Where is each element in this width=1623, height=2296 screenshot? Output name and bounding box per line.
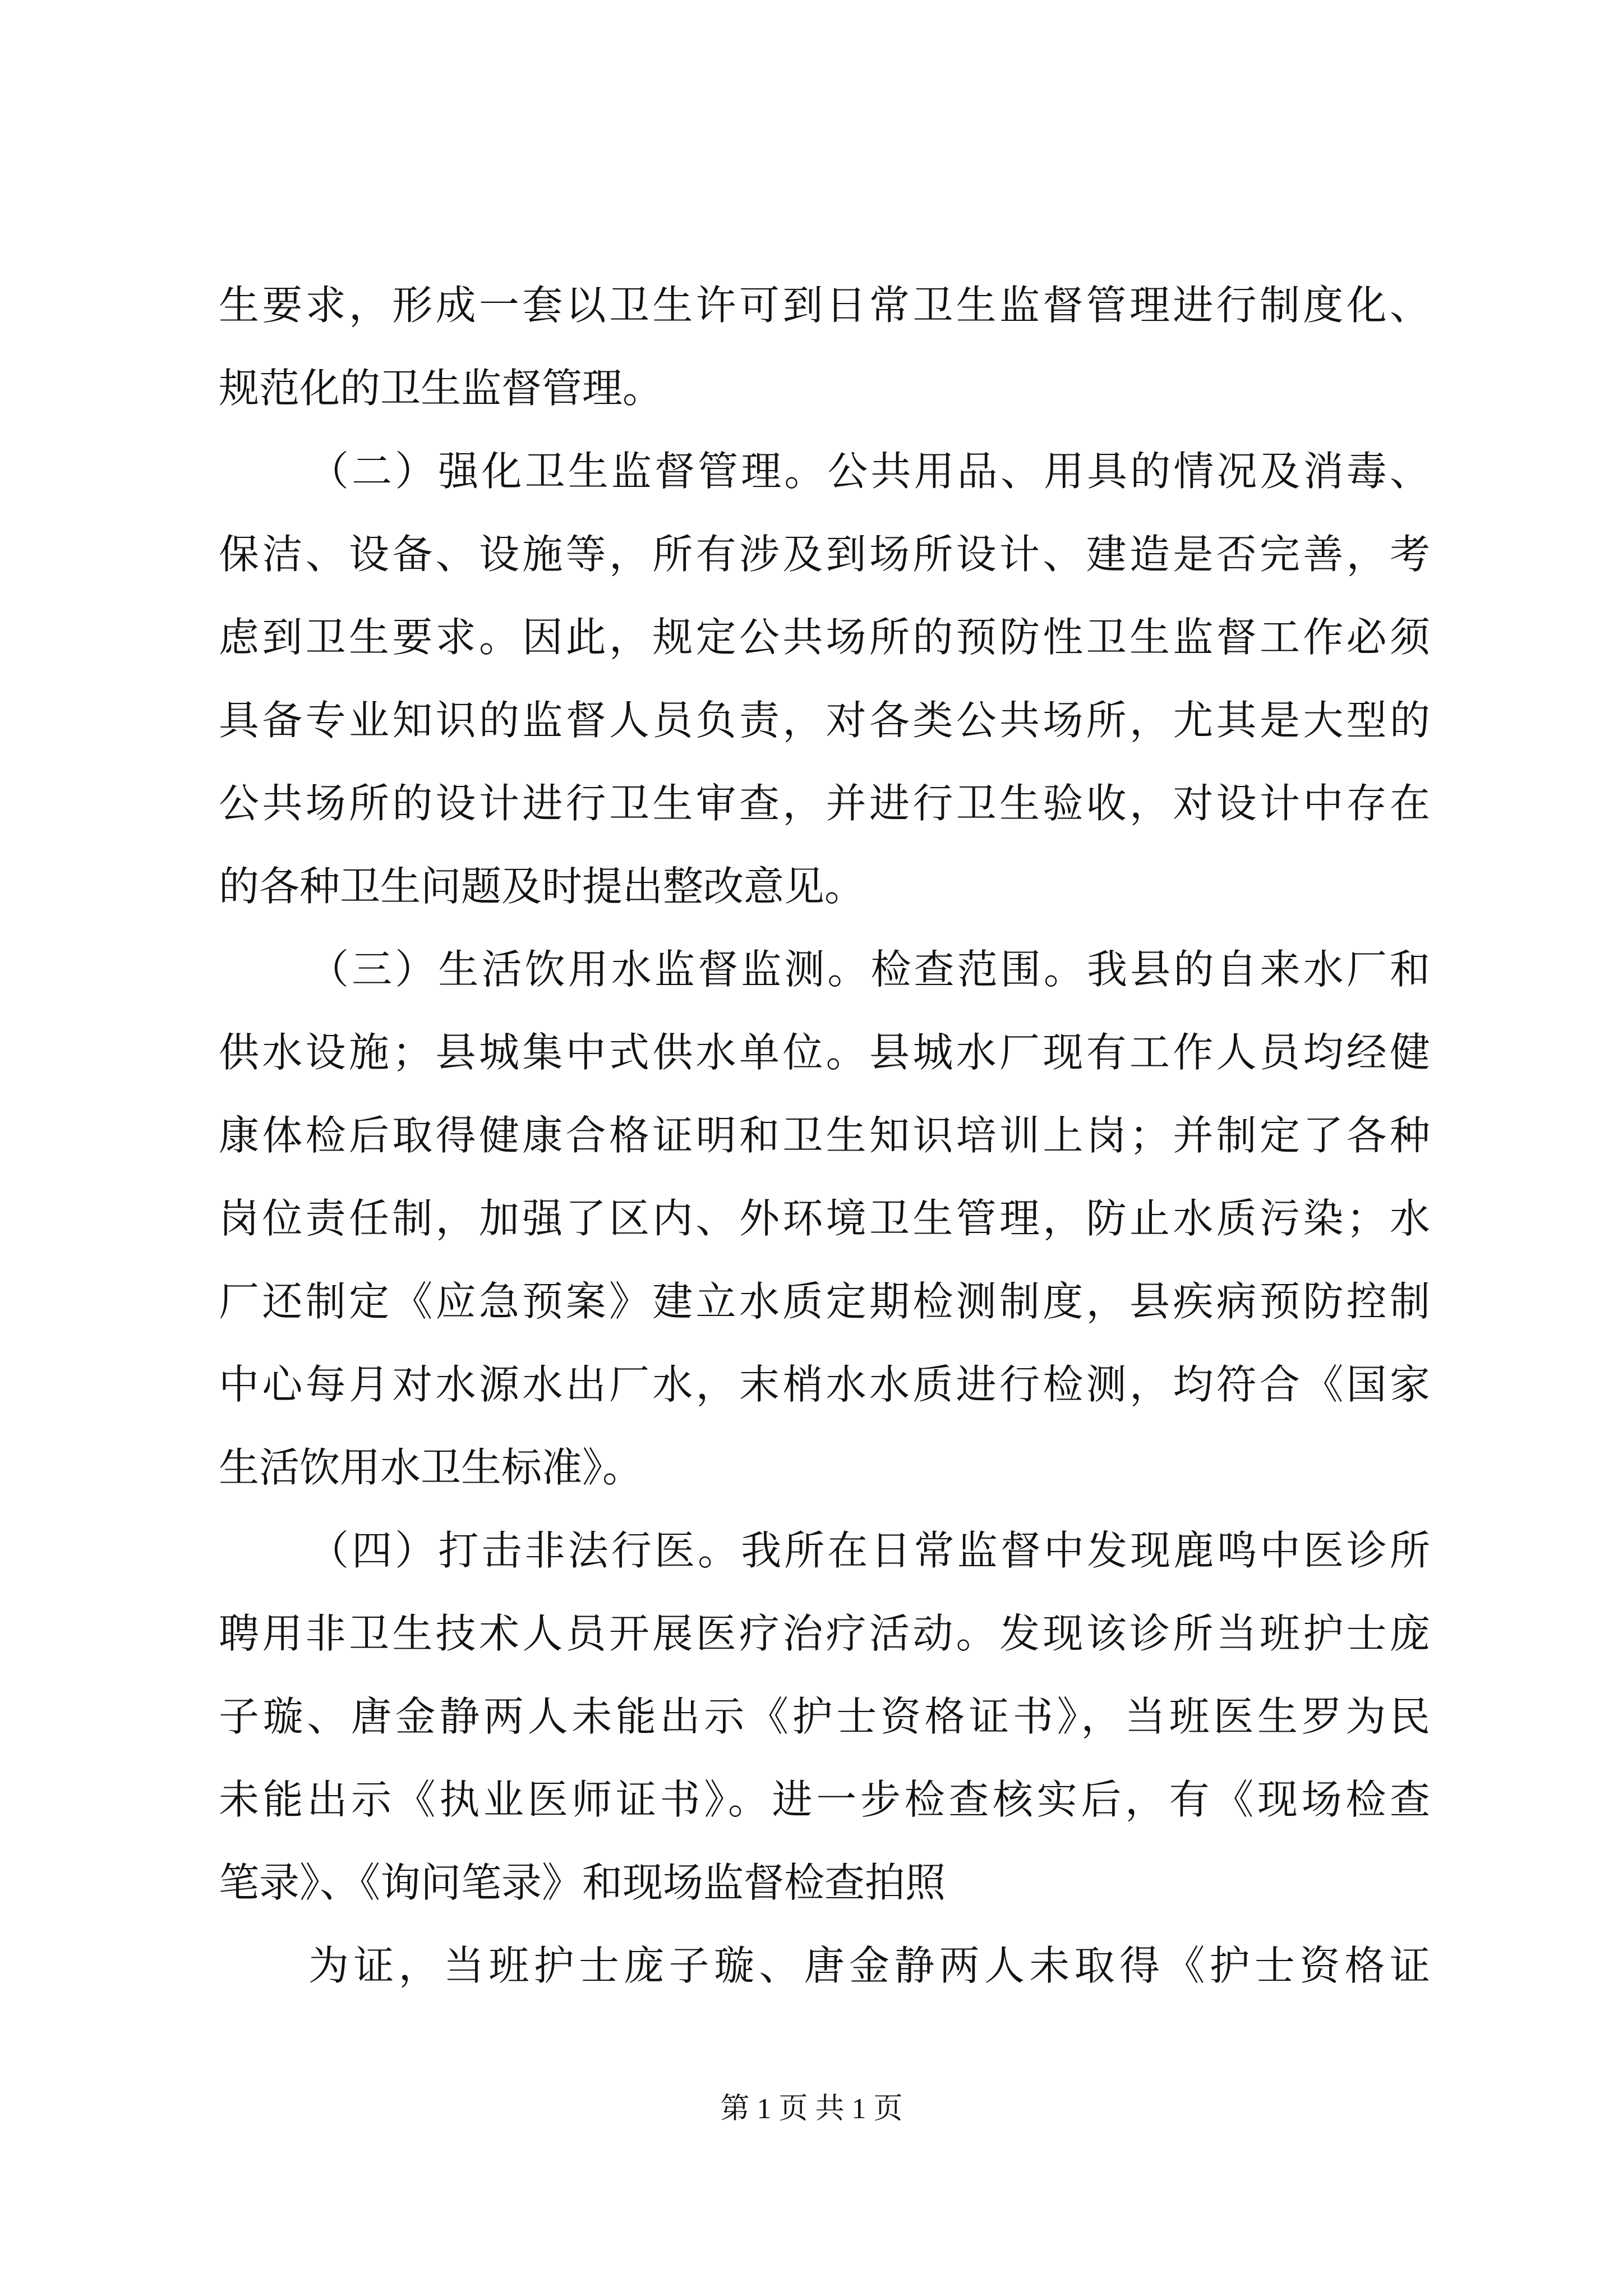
text-line: 生活饮用水卫生标准》。 bbox=[219, 1444, 643, 1491]
text-line: （四）打击非法行医。我所在日常监督中发现鹿鸣中医诊所 bbox=[308, 1527, 1430, 1574]
text-line: 保洁、设备、设施等，所有涉及到场所设计、建造是否完善，考 bbox=[219, 531, 1430, 578]
text-line: 公共场所的设计进行卫生审查，并进行卫生验收，对设计中存在 bbox=[219, 780, 1430, 827]
text-line: 岗位责任制，加强了区内、外环境卫生管理，防止水质污染；水 bbox=[219, 1195, 1430, 1242]
text-line: 规范化的卫生监督管理。 bbox=[219, 365, 663, 412]
text-line: 生要求，形成一套以卫生许可到日常卫生监督管理进行制度化、 bbox=[219, 282, 1430, 329]
body-text bbox=[219, 264, 1430, 2007]
text-line: 供水设施；县城集中式供水单位。县城水厂现有工作人员均经健 bbox=[219, 1029, 1430, 1076]
text-line: 中心每月对水源水出厂水，末梢水水质进行检测，均符合《国家 bbox=[219, 1361, 1430, 1408]
text-line: （三）生活饮用水监督监测。检查范围。我县的自来水厂和 bbox=[308, 946, 1430, 993]
text-line: 笔录》、《询问笔录》和现场监督检查拍照 bbox=[219, 1859, 946, 1906]
page-number-footer: 第 1 页 共 1 页 bbox=[720, 2093, 903, 2125]
text-line: （二）强化卫生监督管理。公共用品、用具的情况及消毒、 bbox=[308, 448, 1430, 495]
text-line: 具备专业知识的监督人员负责，对各类公共场所，尤其是大型的 bbox=[219, 697, 1430, 744]
text-line: 虑到卫生要求。因此，规定公共场所的预防性卫生监督工作必须 bbox=[219, 614, 1430, 661]
text-line: 子璇、唐金静两人未能出示《护士资格证书》，当班医生罗为民 bbox=[219, 1693, 1430, 1740]
text-line: 康体检后取得健康合格证明和卫生知识培训上岗；并制定了各种 bbox=[219, 1112, 1430, 1159]
text-line: 为证，当班护士庞子璇、唐金静两人未取得《护士资格证 bbox=[308, 1942, 1430, 1989]
text-line: 未能出示《执业医师证书》。进一步检查核实后，有《现场检查 bbox=[219, 1776, 1430, 1823]
text-line: 聘用非卫生技术人员开展医疗治疗活动。发现该诊所当班护士庞 bbox=[219, 1610, 1430, 1657]
text-line: 厂还制定《应急预案》建立水质定期检测制度，县疾病预防控制 bbox=[219, 1278, 1430, 1325]
text-line: 的各种卫生问题及时提出整改意见。 bbox=[219, 863, 865, 910]
